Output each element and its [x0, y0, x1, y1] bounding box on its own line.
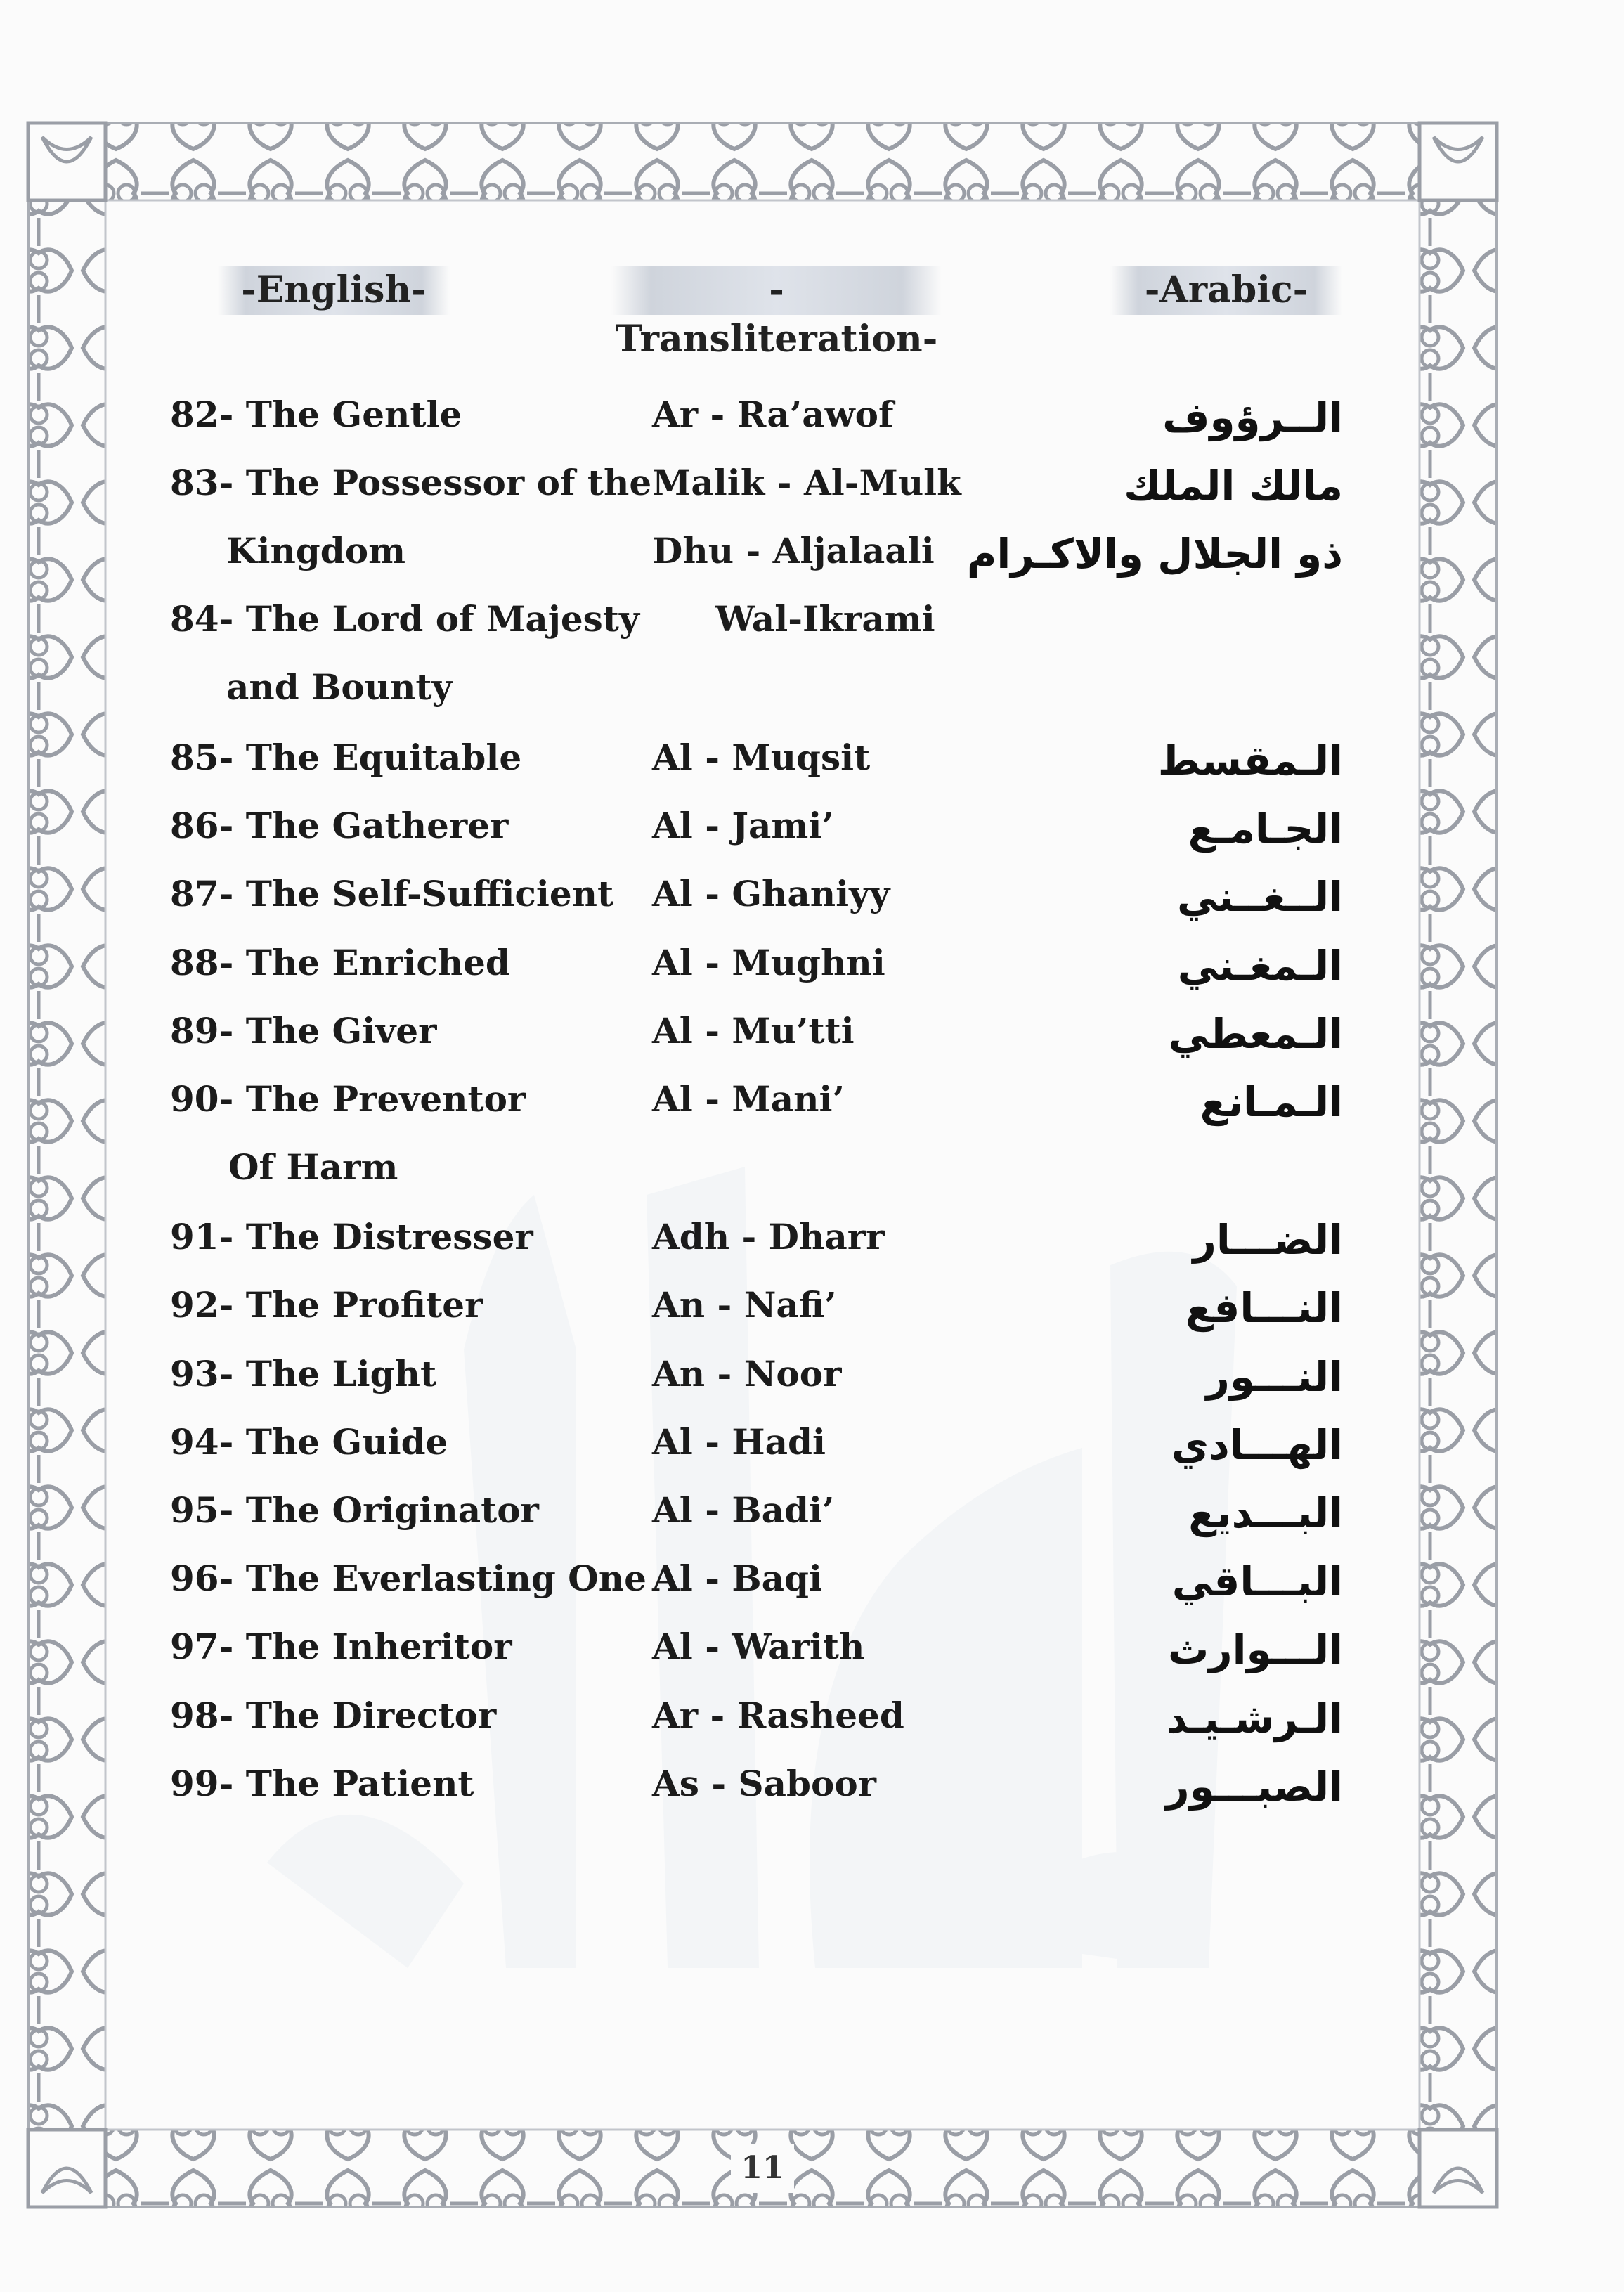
header-arabic: -Arabic-: [1110, 266, 1342, 315]
list-item: [0, 598, 1624, 661]
transliteration: An - Nafi’: [652, 1284, 837, 1326]
arabic-name: الصبـــور: [1166, 1763, 1343, 1811]
english-name: 89- The Giver: [170, 1010, 437, 1051]
arabic-name: النـــافع: [1185, 1284, 1343, 1332]
transliteration: Dhu - Aljalaali: [652, 530, 935, 571]
arabic-name: الــغــني: [1176, 873, 1343, 921]
arabic-name: البـــاقي: [1171, 1558, 1343, 1605]
arabic-name: الـمـانع: [1200, 1078, 1343, 1126]
transliteration: Adh - Dharr: [652, 1216, 885, 1257]
transliteration: Al - Muqsit: [652, 737, 871, 778]
arabic-name: البـــديع: [1188, 1489, 1343, 1537]
english-name: 85- The Equitable: [170, 737, 522, 778]
english-name: 98- The Director: [170, 1695, 497, 1736]
transliteration: Wal-Ikrami: [715, 598, 935, 640]
list-item: [0, 1626, 1624, 1689]
arabic-name: الجـامـع: [1188, 805, 1343, 853]
english-name: 92- The Profiter: [170, 1284, 483, 1326]
english-name: 91- The Distresser: [170, 1216, 533, 1257]
page-number: 11: [731, 2144, 794, 2193]
header-transliteration: -Transliteration-: [611, 266, 942, 315]
list-item: [0, 1489, 1624, 1553]
arabic-name: الـمقسط: [1157, 737, 1343, 784]
list-item: [0, 666, 1624, 730]
transliteration: Ar - Rasheed: [652, 1695, 904, 1736]
english-name: Of Harm: [228, 1146, 398, 1188]
english-name: 86- The Gatherer: [170, 805, 509, 846]
english-name: 84- The Lord of Majesty: [170, 598, 639, 640]
arabic-name: الــرؤوف: [1162, 394, 1343, 441]
transliteration: Al - Mani’: [652, 1078, 845, 1120]
arabic-name: مالك الملك: [1124, 462, 1343, 510]
list-item: [0, 1695, 1624, 1758]
transliteration: Al - Mu’tti: [652, 1010, 855, 1051]
list-item: [0, 1421, 1624, 1484]
list-item: [0, 1284, 1624, 1347]
list-item: [0, 1078, 1624, 1141]
english-name: 83- The Possessor of the: [170, 462, 652, 503]
english-name: 96- The Everlasting One: [170, 1558, 647, 1599]
arabic-name: الـمغـني: [1177, 942, 1343, 990]
transliteration: Al - Hadi: [652, 1421, 826, 1463]
transliteration: Malik - Al-Mulk: [652, 462, 961, 503]
list-item: [0, 530, 1624, 593]
list-item: [0, 873, 1624, 936]
list-item: [0, 1146, 1624, 1210]
arabic-name: النـــور: [1206, 1353, 1343, 1401]
english-name: Kingdom: [226, 530, 405, 571]
english-name: 97- The Inheritor: [170, 1626, 512, 1667]
list-item: [0, 737, 1624, 800]
list-item: [0, 1353, 1624, 1416]
english-name: 87- The Self-Sufficient: [170, 873, 614, 914]
english-name: 93- The Light: [170, 1353, 437, 1394]
english-name: and Bounty: [226, 666, 453, 708]
arabic-name: الـــوارث: [1167, 1626, 1343, 1673]
english-name: 95- The Originator: [170, 1489, 539, 1531]
transliteration: Al - Badi’: [652, 1489, 835, 1531]
arabic-name: الهـــادي: [1171, 1421, 1343, 1469]
transliteration: Ar - Ra’awof: [652, 394, 894, 435]
arabic-name: الـرشـيـد: [1166, 1695, 1343, 1742]
list-item: [0, 1216, 1624, 1279]
transliteration: An - Noor: [652, 1353, 842, 1394]
arabic-name: ذو الجلال والاكـرام: [966, 530, 1343, 578]
english-name: 94- The Guide: [170, 1421, 448, 1463]
arabic-name: الضـــار: [1193, 1216, 1343, 1264]
transliteration: Al - Ghaniyy: [652, 873, 890, 914]
header-english: -English-: [218, 266, 450, 315]
list-item: [0, 1763, 1624, 1826]
arabic-name: الـمعطي: [1168, 1010, 1343, 1058]
english-name: 99- The Patient: [170, 1763, 474, 1804]
english-name: 82- The Gentle: [170, 394, 462, 435]
transliteration: Al - Baqi: [652, 1558, 822, 1599]
list-item: [0, 462, 1624, 525]
list-item: [0, 394, 1624, 457]
list-item: [0, 942, 1624, 1005]
list-item: [0, 1010, 1624, 1073]
english-name: 88- The Enriched: [170, 942, 510, 983]
transliteration: Al - Warith: [652, 1626, 865, 1667]
transliteration: Al - Jami’: [652, 805, 834, 846]
list-item: [0, 1558, 1624, 1621]
transliteration: Al - Mughni: [652, 942, 885, 983]
list-item: [0, 805, 1624, 868]
english-name: 90- The Preventor: [170, 1078, 526, 1120]
transliteration: As - Saboor: [652, 1763, 877, 1804]
